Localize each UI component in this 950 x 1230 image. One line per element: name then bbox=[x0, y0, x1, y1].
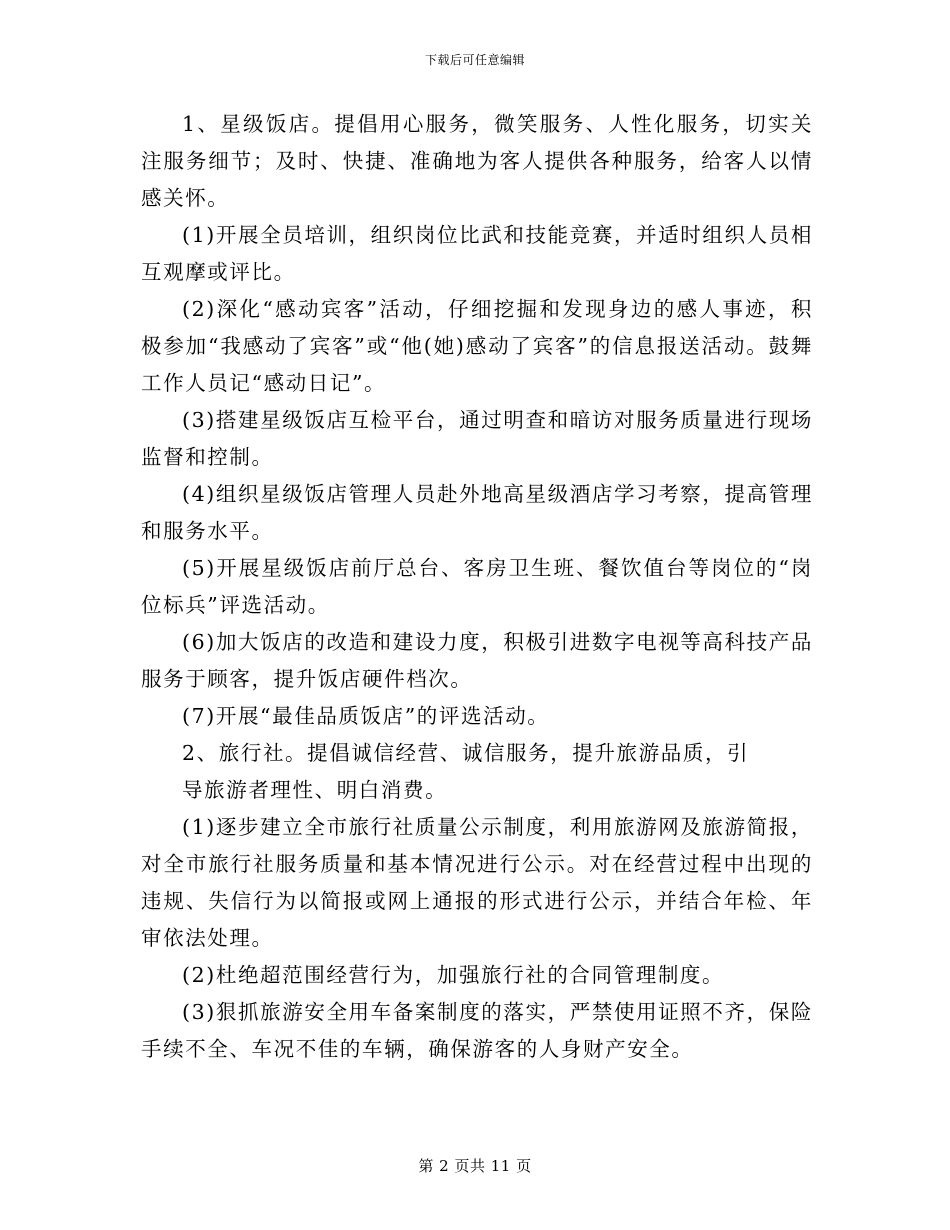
travel-line-2: 导旅游者理性、明白消费。 bbox=[182, 778, 448, 802]
paragraph-item-3: (3)搭建星级饭店互检平台，通过明查和暗访对服务质量进行现场监督和控制。 bbox=[141, 408, 813, 469]
paragraph-item-7: (7)开展“最佳品质饭店”的评选活动。 bbox=[182, 704, 550, 728]
paragraph-travel-item-1: (1)逐步建立全市旅行社质量公示制度，利用旅游网及旅游简报，对全市旅行社服务质量和基本情况进行公示。对在经营过程中出现的违规、失信行为以简报或网上通报的形式进行公示，并结合年检、年审依法处理。 bbox=[141, 815, 813, 950]
paragraph-travel-item-2: (2)杜绝超范围经营行为，加强旅行社的合同管理制度。 bbox=[182, 963, 725, 987]
paragraph-item-4: (4)组织星级饭店管理人员赴外地高星级酒店学习考察，提高管理和服务水平。 bbox=[141, 482, 813, 543]
paragraph-travel-item-3: (3)狠抓旅游安全用车备案制度的落实，严禁使用证照不齐，保险手续不全、车况不佳的车辆，确保游客的人身财产安全。 bbox=[141, 1000, 813, 1061]
travel-line-1: 2、旅行社。提倡诚信经营、诚信服务，提升旅游品质，引 bbox=[182, 741, 750, 765]
paragraph-star-hotel: 1、星级饭店。提倡用心服务，微笑服务、人性化服务，切实关注服务细节；及时、快捷、准确地为客人提供各种服务，给客人以情感关怀。 bbox=[141, 112, 813, 210]
paragraph-travel-agency bbox=[141, 735, 813, 809]
page-footer: 第 2 页共 11 页 bbox=[418, 1157, 532, 1175]
page-header: 下载后可任意编辑 bbox=[424, 53, 525, 67]
document-body bbox=[141, 106, 813, 1068]
paragraph-item-2: (2)深化“感动宾客”活动，仔细挖掘和发现身边的感人事迹，积极参加“我感动了宾客”或“他(她)感动了宾客”的信息报送活动。鼓舞工作人员记“感动日记”。 bbox=[141, 297, 813, 395]
paragraph-item-6: (6)加大饭店的改造和建设力度，积极引进数字电视等高科技产品服务于顾客，提升饭店硬件档次。 bbox=[141, 630, 813, 691]
paragraph-item-1: (1)开展全员培训，组织岗位比武和技能竞赛，并适时组织人员相互观摩或评比。 bbox=[141, 223, 813, 284]
paragraph-item-5: (5)开展星级饭店前厅总台、客房卫生班、餐饮值台等岗位的“岗位标兵”评选活动。 bbox=[141, 556, 813, 617]
